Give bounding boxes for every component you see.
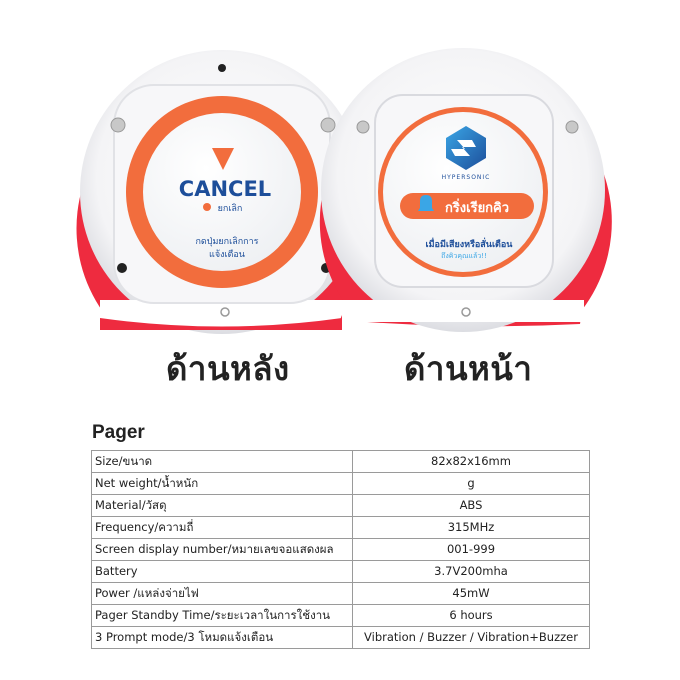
spec-value: 315MHz	[353, 517, 590, 539]
front-message-2: ถึงคิวคุณแล้ว!!	[441, 252, 487, 260]
spec-value: 45mW	[353, 583, 590, 605]
spec-value: 82x82x16mm	[353, 451, 590, 473]
spec-value: Vibration / Buzzer / Vibration+Buzzer	[353, 627, 590, 649]
spec-value: 001-999	[353, 539, 590, 561]
screw-icon	[357, 121, 369, 133]
cancel-title: CANCEL	[178, 177, 272, 201]
front-pager	[320, 48, 612, 332]
table-row	[92, 451, 590, 473]
table-row	[92, 627, 590, 649]
screw-icon	[111, 118, 125, 132]
spec-key: Pager Standby Time/ระยะเวลาในการใช้งาน	[92, 605, 353, 627]
brand-name: HYPERSONIC	[441, 174, 491, 181]
hole-icon	[218, 64, 226, 72]
spec-key: Screen display number/หมายเลขจอแสดงผล	[92, 539, 353, 561]
table-row	[92, 539, 590, 561]
table-row	[92, 605, 590, 627]
table-row	[92, 561, 590, 583]
front-message-1: เมื่อมีเสียงหรือสั่นเตือน	[425, 240, 513, 250]
spec-key: Power /แหล่งจ่ายไฟ	[92, 583, 353, 605]
back-caption: ด้านหลัง	[166, 349, 290, 388]
spec-value: 6 hours	[353, 605, 590, 627]
cancel-subtitle: ยกเลิก	[217, 204, 243, 214]
spec-key: 3 Prompt mode/3 โหมดแจ้งเตือน	[92, 627, 353, 649]
front-caption: ด้านหน้า	[404, 349, 533, 388]
cancel-instruction-2: แจ้งเตือน	[209, 250, 245, 260]
table-row	[92, 517, 590, 539]
spec-key: Net weight/น้ำหนัก	[92, 473, 353, 495]
hole-icon	[117, 263, 127, 273]
call-label: กริ่งเรียกคิว	[444, 201, 510, 216]
cancel-x-icon	[203, 203, 211, 211]
spec-key: Battery	[92, 561, 353, 583]
spec-key: Size/ขนาด	[92, 451, 353, 473]
spec-table	[91, 450, 590, 649]
table-row	[92, 583, 590, 605]
screw-icon	[321, 118, 335, 132]
table-row	[92, 473, 590, 495]
spec-key: Frequency/ความถี่	[92, 517, 353, 539]
spec-value: g	[353, 473, 590, 495]
table-row	[92, 495, 590, 517]
spec-value: ABS	[353, 495, 590, 517]
spec-key: Material/วัสดุ	[92, 495, 353, 517]
spec-section-title: Pager	[92, 422, 145, 443]
spec-value: 3.7V200mha	[353, 561, 590, 583]
screw-icon	[566, 121, 578, 133]
cancel-instruction-1: กดปุ่มยกเลิกการ	[195, 237, 259, 247]
